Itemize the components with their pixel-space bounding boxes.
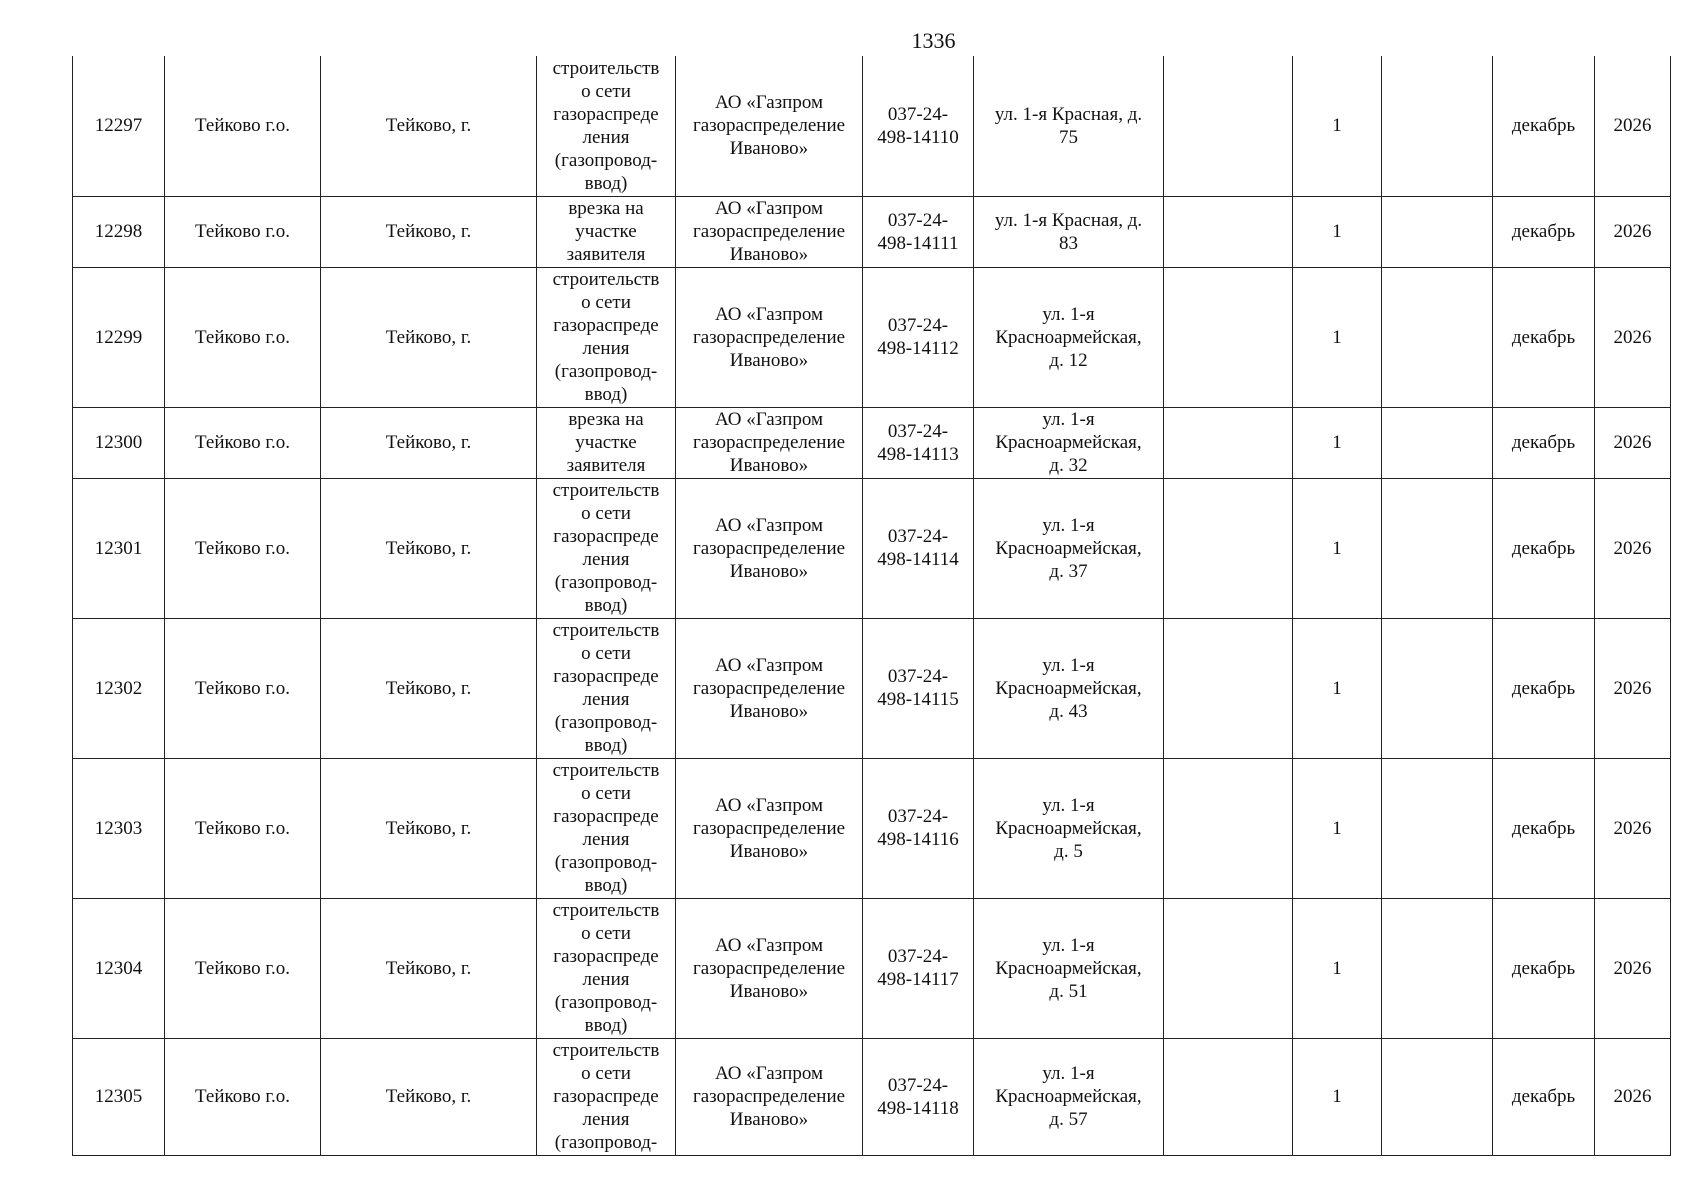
empty-cell	[1382, 1038, 1493, 1155]
organization-cell: АО «Газпром газораспределение Иваново»	[676, 618, 863, 758]
organization-cell: АО «Газпром газораспределение Иваново»	[676, 898, 863, 1038]
quantity-cell: 1	[1293, 758, 1382, 898]
year-cell: 2026	[1595, 56, 1671, 196]
empty-cell	[1164, 267, 1293, 407]
organization-cell: АО «Газпром газораспределение Иваново»	[676, 56, 863, 196]
district-cell: Тейково г.о.	[165, 56, 321, 196]
table-row	[73, 407, 1671, 478]
month-cell: декабрь	[1493, 898, 1595, 1038]
application-code-cell: 037-24- 498-14111	[863, 196, 974, 267]
organization-cell: АО «Газпром газораспределение Иваново»	[676, 196, 863, 267]
settlement-cell: Тейково, г.	[321, 898, 537, 1038]
quantity-cell: 1	[1293, 898, 1382, 1038]
application-code-cell: 037-24- 498-14112	[863, 267, 974, 407]
registry-table	[72, 56, 1671, 1156]
month-cell: декабрь	[1493, 196, 1595, 267]
quantity-cell: 1	[1293, 407, 1382, 478]
row-number-cell: 12300	[73, 407, 165, 478]
row-number-cell: 12303	[73, 758, 165, 898]
empty-cell	[1164, 758, 1293, 898]
page-number: 1336	[911, 28, 956, 53]
address-cell: ул. 1-я Красноармейская, д. 32	[974, 407, 1164, 478]
empty-cell	[1382, 478, 1493, 618]
settlement-cell: Тейково, г.	[321, 196, 537, 267]
month-cell: декабрь	[1493, 407, 1595, 478]
year-cell: 2026	[1595, 478, 1671, 618]
organization-cell: АО «Газпром газораспределение Иваново»	[676, 1038, 863, 1155]
year-cell: 2026	[1595, 196, 1671, 267]
work-type-cell: врезка на участке заявителя	[537, 196, 676, 267]
settlement-cell: Тейково, г.	[321, 267, 537, 407]
settlement-cell: Тейково, г.	[321, 407, 537, 478]
organization-cell: АО «Газпром газораспределение Иваново»	[676, 478, 863, 618]
month-cell: декабрь	[1493, 1038, 1595, 1155]
empty-cell	[1382, 56, 1493, 196]
district-cell: Тейково г.о.	[165, 898, 321, 1038]
empty-cell	[1164, 56, 1293, 196]
organization-cell: АО «Газпром газораспределение Иваново»	[676, 758, 863, 898]
year-cell: 2026	[1595, 407, 1671, 478]
work-type-cell: строительств о сети газораспреде ления (газопровод- ввод)	[537, 478, 676, 618]
quantity-cell: 1	[1293, 56, 1382, 196]
address-cell: ул. 1-я Красноармейская, д. 37	[974, 478, 1164, 618]
empty-cell	[1382, 196, 1493, 267]
work-type-cell: строительств о сети газораспреде ления (газопровод- ввод)	[537, 758, 676, 898]
work-type-cell: врезка на участке заявителя	[537, 407, 676, 478]
month-cell: декабрь	[1493, 478, 1595, 618]
district-cell: Тейково г.о.	[165, 407, 321, 478]
address-cell: ул. 1-я Красноармейская, д. 43	[974, 618, 1164, 758]
empty-cell	[1164, 478, 1293, 618]
year-cell: 2026	[1595, 758, 1671, 898]
quantity-cell: 1	[1293, 478, 1382, 618]
quantity-cell: 1	[1293, 618, 1382, 758]
address-cell: ул. 1-я Красная, д. 75	[974, 56, 1164, 196]
work-type-cell: строительств о сети газораспреде ления (газопровод-	[537, 1038, 676, 1155]
row-number-cell: 12298	[73, 196, 165, 267]
row-number-cell: 12297	[73, 56, 165, 196]
row-number-cell: 12301	[73, 478, 165, 618]
application-code-cell: 037-24- 498-14114	[863, 478, 974, 618]
table-row	[73, 898, 1671, 1038]
application-code-cell: 037-24- 498-14110	[863, 56, 974, 196]
district-cell: Тейково г.о.	[165, 196, 321, 267]
district-cell: Тейково г.о.	[165, 758, 321, 898]
year-cell: 2026	[1595, 898, 1671, 1038]
application-code-cell: 037-24- 498-14113	[863, 407, 974, 478]
table-row	[73, 56, 1671, 196]
application-code-cell: 037-24- 498-14116	[863, 758, 974, 898]
work-type-cell: строительств о сети газораспреде ления (газопровод- ввод)	[537, 898, 676, 1038]
empty-cell	[1164, 618, 1293, 758]
table-row	[73, 1038, 1671, 1155]
settlement-cell: Тейково, г.	[321, 618, 537, 758]
year-cell: 2026	[1595, 1038, 1671, 1155]
table-row	[73, 758, 1671, 898]
organization-cell: АО «Газпром газораспределение Иваново»	[676, 267, 863, 407]
work-type-cell: строительств о сети газораспреде ления (газопровод- ввод)	[537, 267, 676, 407]
empty-cell	[1382, 758, 1493, 898]
row-number-cell: 12304	[73, 898, 165, 1038]
empty-cell	[1382, 267, 1493, 407]
work-type-cell: строительств о сети газораспреде ления (газопровод- ввод)	[537, 56, 676, 196]
row-number-cell: 12305	[73, 1038, 165, 1155]
district-cell: Тейково г.о.	[165, 1038, 321, 1155]
address-cell: ул. 1-я Красноармейская, д. 51	[974, 898, 1164, 1038]
organization-cell: АО «Газпром газораспределение Иваново»	[676, 407, 863, 478]
month-cell: декабрь	[1493, 618, 1595, 758]
empty-cell	[1164, 898, 1293, 1038]
table-row	[73, 478, 1671, 618]
quantity-cell: 1	[1293, 196, 1382, 267]
year-cell: 2026	[1595, 267, 1671, 407]
empty-cell	[1164, 1038, 1293, 1155]
application-code-cell: 037-24- 498-14115	[863, 618, 974, 758]
empty-cell	[1382, 898, 1493, 1038]
month-cell: декабрь	[1493, 56, 1595, 196]
year-cell: 2026	[1595, 618, 1671, 758]
address-cell: ул. 1-я Красноармейская, д. 5	[974, 758, 1164, 898]
empty-cell	[1382, 407, 1493, 478]
empty-cell	[1164, 407, 1293, 478]
table-body	[73, 56, 1671, 1155]
settlement-cell: Тейково, г.	[321, 758, 537, 898]
month-cell: декабрь	[1493, 267, 1595, 407]
address-cell: ул. 1-я Красная, д. 83	[974, 196, 1164, 267]
empty-cell	[1164, 196, 1293, 267]
row-number-cell: 12299	[73, 267, 165, 407]
work-type-cell: строительств о сети газораспреде ления (газопровод- ввод)	[537, 618, 676, 758]
table-row	[73, 196, 1671, 267]
district-cell: Тейково г.о.	[165, 267, 321, 407]
settlement-cell: Тейково, г.	[321, 56, 537, 196]
month-cell: декабрь	[1493, 758, 1595, 898]
table-row	[73, 618, 1671, 758]
district-cell: Тейково г.о.	[165, 618, 321, 758]
application-code-cell: 037-24- 498-14117	[863, 898, 974, 1038]
quantity-cell: 1	[1293, 267, 1382, 407]
address-cell: ул. 1-я Красноармейская, д. 12	[974, 267, 1164, 407]
table-row	[73, 267, 1671, 407]
address-cell: ул. 1-я Красноармейская, д. 57	[974, 1038, 1164, 1155]
settlement-cell: Тейково, г.	[321, 1038, 537, 1155]
settlement-cell: Тейково, г.	[321, 478, 537, 618]
application-code-cell: 037-24- 498-14118	[863, 1038, 974, 1155]
empty-cell	[1382, 618, 1493, 758]
quantity-cell: 1	[1293, 1038, 1382, 1155]
row-number-cell: 12302	[73, 618, 165, 758]
district-cell: Тейково г.о.	[165, 478, 321, 618]
